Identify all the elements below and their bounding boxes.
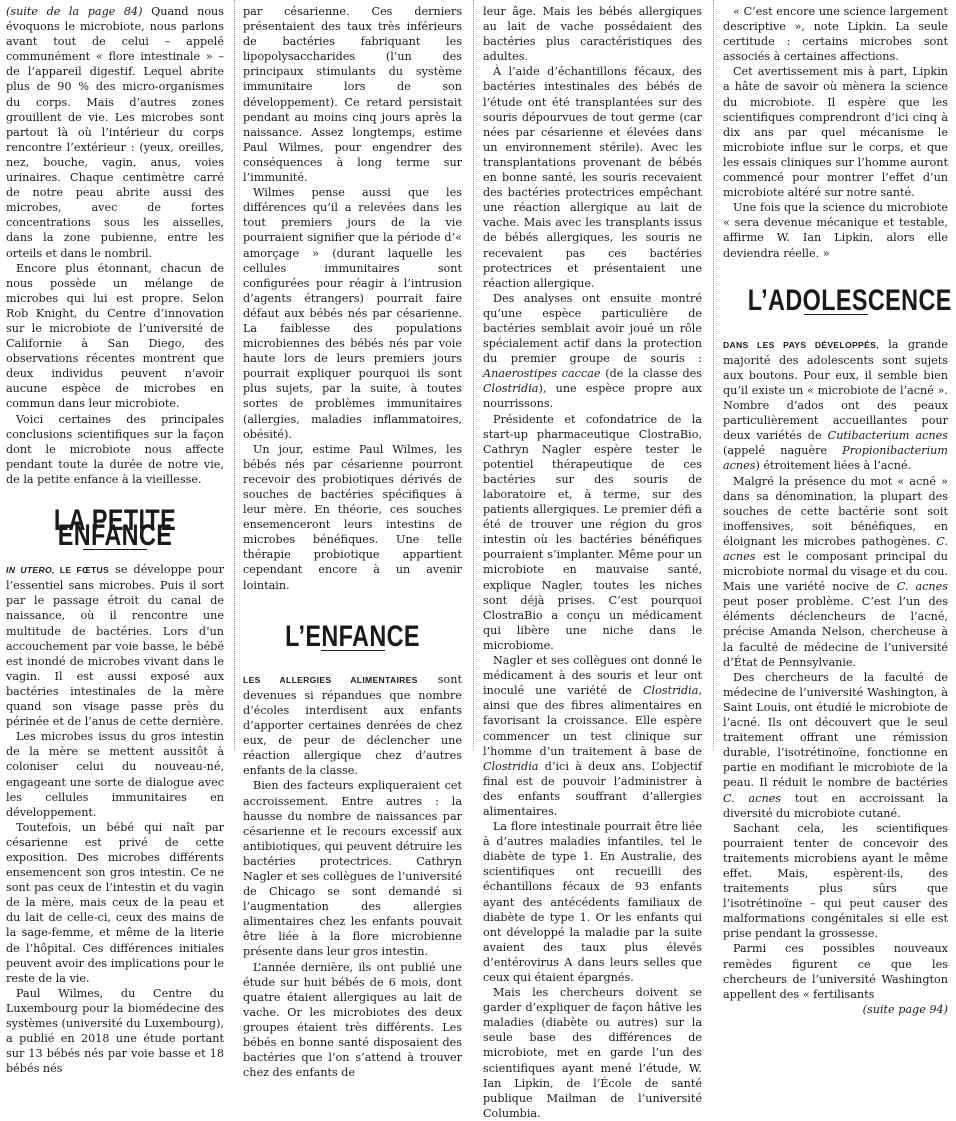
- paragraph-text: Des analyses ont ensuite montré qu’une espèce particulière de bactéries semblait avoir joué un rôle spécialement actif dans la protection du premier groupe de souris :: [483, 291, 702, 366]
- section-heading-petite-enfance: LA PETITE ENFANCE: [53, 504, 177, 553]
- paragraph: Wilmes pense aussi que les différences qu’il a relevées dans les tout premiers jours de la vie pourraient signifier que la période d’« amorçage » (durant laquelle les cellules immunitaires sont configurées pour réagir à l’intrusion d’agents étrangers) pourrait faire défaut aux bébés nés par césarienne. La faiblesse des populations microbiennes des bébés nés par voie haute lors de leurs premiers jours pourrait expliquer pourquoi ils sont plus sujets, par la suite, à toutes sortes de problèmes immunitaires (allergies, maladies inflammatoires, obésité).: [243, 186, 462, 441]
- species-name: C. acnes: [723, 791, 782, 805]
- species-name: Clostridia: [483, 382, 539, 396]
- article-column-2: [243, 4, 462, 1080]
- paragraph: À l’aide d’échantillons fécaux, des bactéries intestinales des bébés de l’étude ont été transplantées sur des souris dépourvues de tout germe (car nées par césarienne et élevées dans un environnement stérile). Avec les transplantations provenant de bébés en bonne santé, les souris recevaient des bactéries protectrices empêchant une réaction allergique au lait de vache. Mais avec les transplants issus de bébés allergiques, les souris ne recevaient pas ces bactéries protectrices et présentaient une réaction allergique.: [483, 65, 702, 290]
- species-name: Cutibacterium acnes: [827, 429, 948, 443]
- paragraph: Un jour, estime Paul Wilmes, les bébés nés par césarienne pourront recevoir des probiotiques dérivés de souches de bactéries spécifiques à leur mère. En théorie, ces souches ensemenceront leurs intestins de microbes bénéfiques. Une telle thérapie probiotique appartient cependant encore à un avenir lointain.: [243, 442, 462, 592]
- paragraph: Sachant cela, les scientifiques pourraient tenter de concevoir des traitements microbiens ayant le même effet. Mais, espèrent-ils, des traitements plus sûrs que l’isotrétinoïne – qui peut causer des malformations congénitales si elle est prise pendant la grossesse.: [723, 821, 948, 941]
- paragraph-text: est le composant principal du microbiote normal du visage et du cou. Mais une variété nocive de: [723, 550, 948, 594]
- lead-in: [6, 565, 109, 575]
- continued-from-note: (suite de la page 84): [6, 5, 143, 18]
- species-name: Clostridia: [483, 759, 539, 773]
- article-column-4: [723, 4, 952, 1016]
- paragraph-text: peut poser problème. C’est l’un des éléments déclencheurs de l’acné, précise Amanda Nelson, chercheuse à la faculté de médecine de l’université d’État de Pennsylvanie.: [723, 595, 948, 669]
- article-column-1: [6, 4, 224, 1076]
- paragraph: leur âge. Mais les bébés allergiques au lait de vache possédaient des bactéries plus caractéristiques des adultes.: [483, 5, 702, 64]
- paragraph: Bien des facteurs expliqueraient cet accroissement. Entre autres : la hausse du nombre de naissances par césarienne et le recours excessif aux antibiotiques, qui peuvent détruire les bactéries protectrices. Cathryn Nagler et ses collègues de l’université de Chicago se sont demandé si l’augmentation des allergies alimentaires chez les enfants pouvait être liée à la flore microbienne présente dans leur gros intestin.: [243, 779, 462, 959]
- paragraph: [723, 474, 948, 670]
- paragraph-text: sont devenues si répandues que nombre d’écoles interdisent aux enfants d’apporter certaines denrées de chez eux, de peur de déclencher une réaction allergique chez d’autres enfants de la classe.: [243, 672, 462, 778]
- paragraph-text: la grande majorité des adolescents sont sujets aux boutons. Pour eux, il semble bien qu’il existe un « microbiote de l’acné ». Nombre d’ados ont des peaux particulièrement accueillantes pour deux variétés de: [723, 337, 948, 443]
- species-name: Clostridia: [642, 684, 699, 698]
- paragraph: Présidente et cofondatrice de la start-up pharmaceutique ClostraBio, Cathryn Nagler espère tester le potentiel thérapeutique de ces bactéries sur des souris de laboratoire et, à terme, sur des patients allergiques. Le premier défi a été de trouver une région du gros intestin où les bactéries bénéfiques pourraient s’implanter. Même pour un microbiote en mauvaise santé, explique Nagler, toutes les niches sont déjà prises. C’est pourquoi ClostraBio a conçu un médicament qui libère une niche dans le microbiome.: [483, 412, 702, 652]
- paragraph: [483, 291, 702, 412]
- paragraph: [483, 653, 702, 819]
- paragraph: Parmi ces possibles nouveaux remèdes figurent ce que les chercheurs de l’université Washington appellent des « fertilisants: [723, 942, 948, 1001]
- paragraph: Toutefois, un bébé qui naît par césarienne est privé de cette exposition. Des microbes différents ensemencent son gros intestin. Ce ne sont pas ceux de l’intestin et du vagin de la mère, mais ceux de la peau et du lait de celle-ci, ceux des mains de la sage-femme, et même de la literie de l’hôpital. Ces différences initiales peuvent avoir des implications pour le reste de la vie.: [6, 820, 224, 985]
- article-column-3: [483, 4, 702, 1120]
- paragraph: Voici certaines des principales conclusions scientifiques sur la façon dont le microbiote nous affecte pendant toute la durée de notre vie, de la petite enfance à la vieillesse.: [6, 412, 224, 486]
- paragraph: Une fois que la science du microbiote « sera devenue mécanique et testable, affirme W. Ian Lipkin, alors elle deviendra réelle. »: [723, 201, 948, 260]
- paragraph: par césarienne. Ces derniers présentaient des taux très inférieurs de bactéries fabriquant les lipopolysaccharides (l’un des principaux stimulants du système immunitaire lors de son développement). Ce retard persistait pendant au moins cinq jours après la naissance. Assez longtemps, estime Paul Wilmes, pour engendrer des conséquences à long terme sur l’immunité.: [243, 5, 462, 185]
- paragraph: [723, 337, 948, 474]
- species-name: C. acnes: [723, 534, 948, 563]
- paragraph: « C’est encore une science largement descriptive », note Lipkin. La seule certitude : certains microbes sont associés à certaines affections.: [723, 5, 948, 64]
- paragraph: [723, 670, 948, 821]
- species-name: Propionibacterium acnes: [723, 444, 948, 473]
- lead-in-italic: IN UTERO,: [6, 565, 55, 576]
- paragraph-text: , ainsi que des fibres alimentaires en favorisant la croissance. Elle espère commencer un test clinique sur l’homme d’un traitement à base de: [483, 684, 702, 758]
- paragraph-text: (appelé naguère: [723, 444, 843, 458]
- paragraph-text: ), une espèce propre aux nourrissons.: [483, 382, 702, 411]
- species-name: C. acnes: [896, 580, 948, 594]
- paragraph-text: Malgré la présence du mot « acné » dans sa dénomination, la plupart des souches de cette bactérie sont soit inoffensives, soit bénéfiques, en éloignant les microbes pathogènes.: [723, 474, 948, 548]
- paragraph: Mais les chercheurs doivent se garder d’expliquer de façon hâtive les maladies (diabète ou autres) sur la seule base des différences de microbiote, met en garde l’un des scientifiques ayant mené l’étude, W. Ian Lipkin, de l’École de santé publique Mailman de l’université Columbia.: [483, 986, 702, 1120]
- paragraph: Encore plus étonnant, chacun de nous possède un mélange de microbes qui lui est propre. Selon Rob Knight, du Centre d’innovation sur le microbiote de l’université de Californie à San Diego, des observations récentes montrent que deux individus peuvent n’avoir aucune espèce de microbes en commun dans leur microbiote.: [6, 261, 224, 411]
- column-divider: [473, 0, 475, 750]
- section-heading-adolescence: L’ADOLESCENCE: [747, 283, 952, 317]
- column-divider: [713, 0, 715, 750]
- paragraph: [6, 562, 224, 729]
- paragraph-text: tout en accroissant la diversité du microbiote cutané.: [723, 791, 948, 820]
- paragraph: [243, 672, 462, 779]
- paragraph-text: ) étroitement liées à l’acné.: [755, 459, 912, 473]
- paragraph: Paul Wilmes, du Centre du Luxembourg pour la biomédecine des systèmes (université du Luxembourg), a publié en 2018 une étude portant sur 13 bébés nés par voie basse et 18 bébés nés: [6, 986, 224, 1076]
- paragraph-text: Quand nous évoquons le microbiote, nous parlons avant tout de celui – appelé communément « flore intestinale » – de l’appareil digestif. Lequel abrite plus de 90 % des micro-organismes du corps. Mais d’autres zones grouillent de vie. Les microbes sont partout là où l’intérieur du corps rencontre l’extérieur : (yeux, oreilles, nez, bouche, vagin, anus, voies urinaires. Chaque centimètre carré de notre peau abrite aussi des microbes, avec de fortes concentrations sous les aisselles, dans la zone pubienne, entre les orteils et dans le nombril.: [6, 5, 224, 260]
- paragraph: Cet avertissement mis à part, Lipkin a hâte de savoir où mènera la science du microbiote. Il espère que les scientifiques comprendront d’ici cinq à dix ans par quel mécanisme le microbiote influe sur le corps, et que les essais cliniques sur l’homme auront commencé pour montrer l’effet d’un microbiote altéré sur notre santé.: [723, 65, 948, 200]
- paragraph-text: Nagler et ses collègues ont donné le médicament à des souris et leur ont inoculé une variété de: [483, 654, 702, 698]
- paragraph-text: se développe pour l’essentiel sans microbes. Puis il sort par le passage étroit du canal de naissance, où il rencontre une multitude de bactéries. Lors d’un accouchement par voie basse, le bébé est inondé de microbes vivant dans le vagin. Il est aussi exposé aux bactéries intestinales de la mère quand son visage passe près du périnée et de l’anus de cette dernière.: [6, 563, 224, 729]
- paragraph: L’année dernière, ils ont publié une étude sur huit bébés de 6 mois, dont quatre étaient allergiques au lait de vache. Or les microbiotes des deux groupes étaient très différents. Les bébés en bonne santé disposaient des bactéries que l’on s’attend à trouver chez des enfants de: [243, 960, 462, 1080]
- paragraph: La flore intestinale pourrait être liée à d’autres maladies infantiles, tel le diabète de type 1. En Australie, des scientifiques ont recueilli des échantillons fécaux de 93 enfants ayant des antécédents familiaux de diabète de type 1. Or les enfants qui ont développé la maladie par la suite avaient des taux plus élevés d’entérovirus A dans leurs selles que ceux qui étaient épargnés.: [483, 820, 702, 984]
- continued-to-note: (suite page 94): [862, 1002, 948, 1016]
- paragraph: Les microbes issus du gros intestin de la mère se mettent aussitôt à coloniser celui du nouveau-né, engageant une sorte de dialogue avec les cellules immunitaires en développement.: [6, 730, 224, 819]
- paragraph-text: (de la classe des: [600, 367, 702, 381]
- lead-in: DANS LES PAYS DÉVELOPPÉS,: [723, 339, 879, 350]
- paragraph-text: d’ici à deux ans. L’objectif final est de pouvoir l’administrer à des enfants souffrant d’allergies alimentaires.: [483, 759, 702, 818]
- lead-in: LES ALLERGIES ALIMENTAIRES: [243, 674, 418, 685]
- paragraph: [6, 4, 224, 261]
- section-heading-enfance: L’ENFANCE: [285, 619, 420, 653]
- paragraph-text: Des chercheurs de la faculté de médecine de l’université Washington, à Saint Louis, ont étudié le microbiote de l’acné. Ils ont découvert que le seul traitement offrant une rémission durable, l’isotrétinoïne, fonctionne en partie en modifiant le microbiote de la peau. Il réduit le nombre de bactéries: [723, 670, 948, 790]
- lead-in-rest: LE FŒTUS: [54, 565, 110, 576]
- column-divider: [234, 0, 236, 750]
- species-name: Anaerostipes caccae: [483, 367, 601, 381]
